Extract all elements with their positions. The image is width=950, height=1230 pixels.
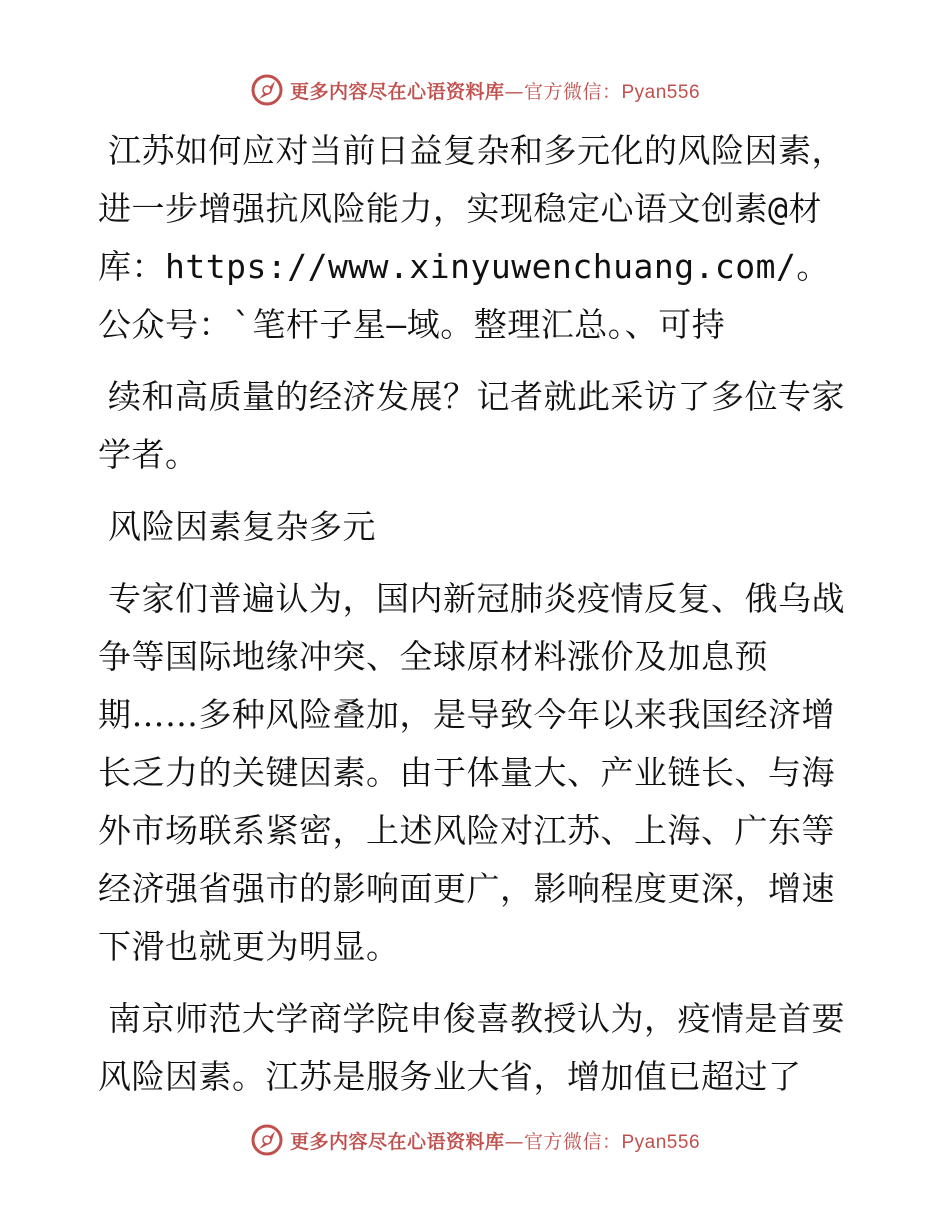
paragraph-professor: 南京师范大学商学院申俊喜教授认为，疫情是首要风险因素。江苏是服务业大省，增加值已超过了 xyxy=(98,999,845,1096)
article-body xyxy=(98,122,858,1120)
banner-text: 更多内容尽在心语资料库—官方微信：Pyan556 xyxy=(289,80,701,103)
quill-logo-icon xyxy=(250,73,284,107)
paragraph-continuation: 续和高质量的经济发展？记者就此采访了多位专家学者。 xyxy=(98,377,845,474)
banner-text: 更多内容尽在心语资料库—官方微信：Pyan556 xyxy=(289,1130,701,1153)
paragraph-experts: 专家们普遍认为，国内新冠肺炎疫情反复、俄乌战争等国际地缘冲突、全球原材料涨价及加息预期……多种风险叠加，是导致今年以来我国经济增长乏力的关键因素。由于体量大、产业链长、与海外市场联系紧密，上述风险对江苏、上海、广东等经济强省强市的影响面更广，影响程度更深，增速下滑也就更为明显。 xyxy=(98,579,845,966)
section-heading: 风险因素复杂多元 xyxy=(108,507,376,546)
footer-banner xyxy=(0,1120,950,1160)
header-banner xyxy=(0,70,950,110)
quill-logo-icon xyxy=(250,1123,284,1157)
paragraph-intro: 江苏如何应对当前日益复杂和多元化的风险因素，进一步增强抗风险能力，实现稳定心语文创素@材库：https://www.xinyuwenchuang.com/。公众号：`笔杆子星—域。整理汇总。、可持 xyxy=(98,131,845,344)
